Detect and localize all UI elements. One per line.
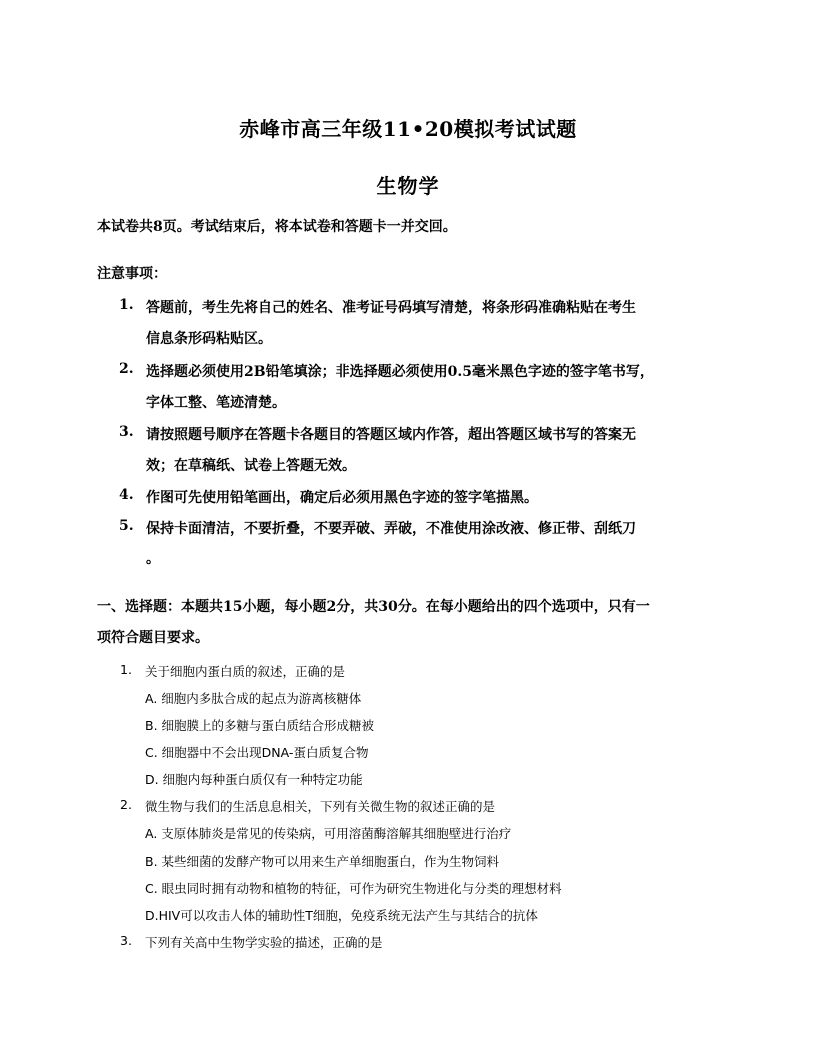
question-option: A. 细胞内多肽合成的起点为游离核糖体	[145, 691, 362, 706]
notice-item-line: 。	[146, 551, 160, 567]
notice-heading: 注意事项：	[97, 266, 167, 282]
notice-item-line: 字体工整、笔迹清楚。	[146, 395, 286, 411]
notice-item-number: 2.	[119, 361, 134, 377]
notice-item-line: 答题前，考生先将自己的姓名、准考证号码填写清楚，将条形码准确粘贴在考生	[146, 300, 636, 316]
notice-item-line: 效；在草稿纸、试卷上答题无效。	[146, 458, 356, 474]
section-heading: 一、选择题：本题共15小题，每小题2分，共30分。在每小题给出的四个选项中，只有一	[97, 599, 650, 615]
question-stem: 下列有关高中生物学实验的描述，正确的是	[145, 935, 383, 950]
notice-item-line: 信息条形码粘贴区。	[146, 331, 272, 347]
question-stem: 关于细胞内蛋白质的叙述，正确的是	[145, 664, 346, 679]
notice-item-number: 5.	[119, 518, 134, 534]
notice-item-line: 作图可先使用铅笔画出，确定后必须用黑色字迹的签字笔描黑。	[146, 490, 538, 506]
question-option: B. 细胞膜上的多糖与蛋白质结合形成糖被	[145, 718, 375, 733]
question-stem: 微生物与我们的生活息息相关，下列有关微生物的叙述正确的是	[145, 799, 496, 814]
question-option: C. 眼虫同时拥有动物和植物的特征，可作为研究生物进化与分类的理想材料	[145, 881, 562, 896]
page-title: 赤峰市高三年级11•20模拟考试试题	[239, 117, 577, 141]
section-heading: 项符合题目要求。	[97, 630, 209, 646]
notice-item-number: 1.	[119, 297, 134, 313]
subject-title: 生物学	[376, 174, 440, 198]
notice-item-number: 3.	[119, 424, 134, 440]
notice-item-line: 选择题必须使用2B铅笔填涂；非选择题必须使用0.5毫米黑色字迹的签字笔书写，	[146, 364, 654, 380]
question-number: 1.	[120, 662, 132, 677]
question-number: 2.	[120, 797, 132, 812]
notice-item-line: 保持卡面清洁，不要折叠，不要弄破、弄破，不准使用涂改液、修正带、刮纸刀	[146, 521, 636, 537]
question-option: A. 支原体肺炎是常见的传染病，可用溶菌酶溶解其细胞壁进行治疗	[145, 826, 512, 841]
question-option: B. 某些细菌的发酵产物可以用来生产单细胞蛋白，作为生物饲料	[145, 854, 500, 869]
notice-item-line: 请按照题号顺序在答题卡各题目的答题区域内作答，超出答题区域书写的答案无	[146, 427, 636, 443]
intro-text: 本试卷共8页。考试结束后，将本试卷和答题卡一并交回。	[97, 219, 457, 235]
question-number: 3.	[120, 933, 132, 948]
question-option: D. 细胞内每种蛋白质仅有一种特定功能	[145, 772, 363, 787]
question-option: C. 细胞器中不会出现DNA-蛋白质复合物	[145, 745, 369, 760]
question-option: D.HIV可以攻击人体的辅助性T细胞，免疫系统无法产生与其结合的抗体	[145, 908, 538, 923]
notice-item-number: 4.	[119, 487, 134, 503]
